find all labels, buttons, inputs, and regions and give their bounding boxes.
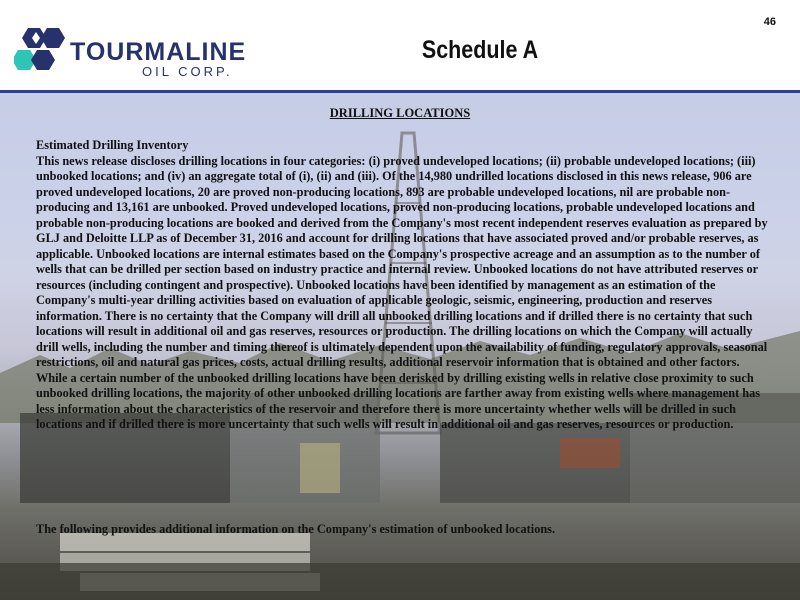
page-number: 46	[763, 16, 776, 28]
body-paragraph: This news release discloses drilling locations in four categories: (i) proved undeveloped locations; (ii) probable undeveloped locations; (iii) unbooked locations; and (iv) an aggregate total of (i), (ii) and (iii). Of the 14,980 undrilled locations disclosed in this news release, 906 are proved undeveloped locations, 20 are proved non-producing locations, 893 are probable undeveloped locations, nil are probable non-producing and 13,161 are unbooked. Proved undeveloped locations, proved non-producing locations, probable undeveloped locations and probable non-producing locations are booked and derived from the Company's most recent independent reserves evaluation as prepared by GLJ and Deloitte LLP as of December 31, 2016 and account for drilling locations that have associated proved and/or probable reserves, as applicable. Unbooked locations are internal estimates based on the Company's prospective acreage and an assumption as to the number of wells that can be drilled per section based on industry practice and internal review. Unbooked locations do not have attributed reserves or resources (including contingent and prospective). Unbooked locations have been identified by management as an estimation of the Company's multi-year drilling activities based on evaluation of applicable geologic, seismic, engineering, production and reserves information. There is no certainty that the Company will drill all unbooked drilling locations and if drilled there is no certainty that such locations will result in additional oil and gas reserves, resources or production. The drilling locations on which the Company will actually drill wells, including the number and timing thereof is ultimately dependent upon the availability of funding, regulatory approvals, seasonal restrictions, oil and natural gas prices, costs, actual drilling results, additional reservoir information that is obtained and other factors. While a certain number of the unbooked drilling locations have been derisked by drilling existing wells in relative close proximity to such unbooked drilling locations, the majority of other unbooked drilling locations are farther away from existing wells where management has less information about the characteristics of the reservoir and therefore there is more uncertainty whether wells will be drilled in such locations and if drilled there is more uncertainty that such wells will result in additional oil and gas reserves, resources or production.	[36, 153, 768, 431]
logo-wordmark: TOURMALINE	[70, 38, 247, 66]
body-heading: Estimated Drilling Inventory	[36, 138, 189, 152]
header-divider	[0, 90, 800, 93]
company-logo	[14, 14, 247, 88]
page-title: Schedule A	[421, 36, 539, 64]
tourmaline-logo-icon	[14, 24, 70, 80]
closing-sentence: The following provides additional information on the Company's estimation of unbooked locations.	[36, 522, 556, 536]
body-text	[36, 138, 770, 433]
section-title: DRILLING LOCATIONS	[329, 106, 471, 120]
logo-subtitle: OIL CORP.	[142, 64, 233, 79]
